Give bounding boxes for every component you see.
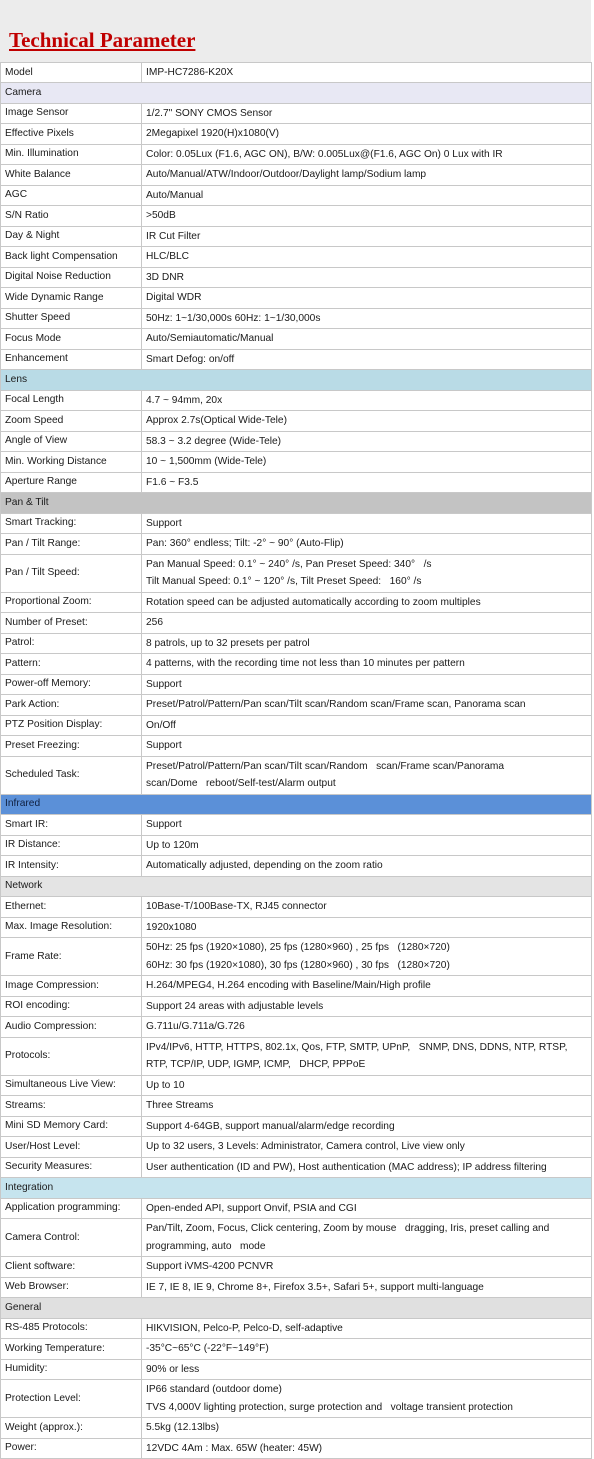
spec-label: Zoom Speed — [1, 411, 142, 432]
section-title: Infrared — [1, 794, 592, 815]
spec-value: Digital WDR — [142, 288, 592, 309]
spec-value: 4.7 ~ 94mm, 20x — [142, 390, 592, 411]
spec-label: Security Measures: — [1, 1157, 142, 1178]
spec-value: Auto/Manual/ATW/Indoor/Outdoor/Daylight lamp/Sodium lamp — [142, 165, 592, 186]
spec-row — [1, 206, 592, 227]
spec-label: Number of Preset: — [1, 613, 142, 634]
spec-value: G.711u/G.711a/G.726 — [142, 1017, 592, 1038]
spec-label: Model — [1, 63, 142, 83]
spec-row — [1, 329, 592, 350]
spec-label: Application programming: — [1, 1198, 142, 1219]
spec-label: Min. Illumination — [1, 144, 142, 165]
spec-row — [1, 226, 592, 247]
section-title: General — [1, 1298, 592, 1319]
spec-label: Pattern: — [1, 654, 142, 675]
spec-row — [1, 1380, 592, 1418]
spec-row — [1, 165, 592, 186]
spec-value: Pan Manual Speed: 0.1° ~ 240° /s, Pan Preset Speed: 340° /s Tilt Manual Speed: 0.1° ~ 120° /s, Tilt Preset Speed: 160° /s — [142, 554, 592, 592]
spec-label: Image Compression: — [1, 976, 142, 997]
spec-value: IPv4/IPv6, HTTP, HTTPS, 802.1x, Qos, FTP, SMTP, UPnP, SNMP, DNS, DDNS, NTP, RTSP, RTP, TCP/IP, UDP, IGMP, ICMP, DHCP, PPPoE — [142, 1037, 592, 1075]
section-title: Camera — [1, 83, 592, 104]
spec-value: User authentication (ID and PW), Host authentication (MAC address); IP address filtering — [142, 1157, 592, 1178]
spec-value: IE 7, IE 8, IE 9, Chrome 8+, Firefox 3.5+, Safari 5+, support multi-language — [142, 1277, 592, 1298]
spec-row — [1, 1157, 592, 1178]
spec-row — [1, 856, 592, 877]
spec-row — [1, 1096, 592, 1117]
spec-row — [1, 1075, 592, 1096]
spec-value: IMP-HC7286-K20X — [142, 63, 592, 83]
spec-label: Shutter Speed — [1, 308, 142, 329]
spec-value: Smart Defog: on/off — [142, 349, 592, 370]
spec-label: Streams: — [1, 1096, 142, 1117]
spec-value: HIKVISION, Pelco-P, Pelco-D, self-adaptive — [142, 1318, 592, 1339]
spec-row — [1, 613, 592, 634]
spec-value: 10Base-T/100Base-TX, RJ45 connector — [142, 897, 592, 918]
spec-row-model — [1, 63, 592, 83]
spec-row — [1, 390, 592, 411]
spec-row — [1, 1116, 592, 1137]
spec-label: Smart IR: — [1, 815, 142, 836]
spec-value: 50Hz: 25 fps (1920×1080), 25 fps (1280×960) , 25 fps (1280×720) 60Hz: 30 fps (1920×1080), 30 fps (1280×960) , 30 fps (1280×720) — [142, 938, 592, 976]
spec-label: Working Temperature: — [1, 1339, 142, 1360]
spec-row — [1, 411, 592, 432]
spec-label: IR Distance: — [1, 835, 142, 856]
spec-label: Protocols: — [1, 1037, 142, 1075]
spec-value: 1/2.7" SONY CMOS Sensor — [142, 103, 592, 124]
spec-value: Support — [142, 815, 592, 836]
spec-value: 8 patrols, up to 32 presets per patrol — [142, 633, 592, 654]
spec-label: Back light Compensation — [1, 247, 142, 268]
spec-label: Focal Length — [1, 390, 142, 411]
spec-value: >50dB — [142, 206, 592, 227]
spec-value: 90% or less — [142, 1359, 592, 1380]
spec-row — [1, 472, 592, 493]
spec-label: Focus Mode — [1, 329, 142, 350]
spec-value: 1920x1080 — [142, 917, 592, 938]
spec-label: Day & Night — [1, 226, 142, 247]
spec-label: Image Sensor — [1, 103, 142, 124]
spec-label: Digital Noise Reduction — [1, 267, 142, 288]
section-header-infrared — [1, 794, 592, 815]
spec-row — [1, 715, 592, 736]
spec-value: Support 24 areas with adjustable levels — [142, 996, 592, 1017]
spec-label: Wide Dynamic Range — [1, 288, 142, 309]
spec-row — [1, 897, 592, 918]
spec-row — [1, 452, 592, 473]
spec-value: Three Streams — [142, 1096, 592, 1117]
spec-label: Angle of View — [1, 431, 142, 452]
spec-row — [1, 1257, 592, 1278]
spec-value: Support iVMS-4200 PCNVR — [142, 1257, 592, 1278]
spec-label: Enhancement — [1, 349, 142, 370]
spec-label: Humidity: — [1, 1359, 142, 1380]
section-title: Integration — [1, 1178, 592, 1199]
spec-label: PTZ Position Display: — [1, 715, 142, 736]
spec-label: Weight (approx.): — [1, 1418, 142, 1439]
spec-row — [1, 349, 592, 370]
spec-label: Pan / Tilt Range: — [1, 534, 142, 555]
section-title: Pan & Tilt — [1, 493, 592, 514]
spec-row — [1, 1318, 592, 1339]
spec-value: Color: 0.05Lux (F1.6, AGC ON), B/W: 0.005Lux@(F1.6, AGC On) 0 Lux with IR — [142, 144, 592, 165]
spec-label: AGC — [1, 185, 142, 206]
spec-value: Pan/Tilt, Zoom, Focus, Click centering, Zoom by mouse dragging, Iris, preset calling and programming, auto mode — [142, 1219, 592, 1257]
spec-row — [1, 592, 592, 613]
spec-row — [1, 1277, 592, 1298]
spec-row — [1, 247, 592, 268]
spec-value: 3D DNR — [142, 267, 592, 288]
spec-row — [1, 695, 592, 716]
section-title: Network — [1, 876, 592, 897]
spec-value: Preset/Patrol/Pattern/Pan scan/Tilt scan/Random scan/Frame scan/Panorama scan/Dome reboot/Self-test/Alarm output — [142, 756, 592, 794]
spec-row — [1, 124, 592, 145]
spec-row — [1, 736, 592, 757]
spec-label: Patrol: — [1, 633, 142, 654]
spec-value: 5.5kg (12.13lbs) — [142, 1418, 592, 1439]
spec-value: 12VDC 4Am : Max. 65W (heater: 45W) — [142, 1438, 592, 1459]
spec-value: Up to 10 — [142, 1075, 592, 1096]
spec-row — [1, 1339, 592, 1360]
spec-row — [1, 1037, 592, 1075]
section-header-pantilt — [1, 493, 592, 514]
spec-row — [1, 1198, 592, 1219]
spec-label: Preset Freezing: — [1, 736, 142, 757]
spec-label: RS-485 Protocols: — [1, 1318, 142, 1339]
spec-row — [1, 815, 592, 836]
spec-value: IP66 standard (outdoor dome) TVS 4,000V lighting protection, surge protection and voltage transient protection — [142, 1380, 592, 1418]
spec-row — [1, 1359, 592, 1380]
spec-value: IR Cut Filter — [142, 226, 592, 247]
spec-value: Auto/Manual — [142, 185, 592, 206]
spec-label: Pan / Tilt Speed: — [1, 554, 142, 592]
spec-row — [1, 835, 592, 856]
spec-value: F1.6 ~ F3.5 — [142, 472, 592, 493]
section-header-lens — [1, 370, 592, 391]
spec-row — [1, 554, 592, 592]
spec-label: Smart Tracking: — [1, 513, 142, 534]
spec-label: Audio Compression: — [1, 1017, 142, 1038]
spec-label: Protection Level: — [1, 1380, 142, 1418]
spec-value: HLC/BLC — [142, 247, 592, 268]
section-header-camera — [1, 83, 592, 104]
spec-label: Simultaneous Live View: — [1, 1075, 142, 1096]
spec-value: 4 patterns, with the recording time not less than 10 minutes per pattern — [142, 654, 592, 675]
spec-label: Min. Working Distance — [1, 452, 142, 473]
spec-label: Proportional Zoom: — [1, 592, 142, 613]
spec-label: Effective Pixels — [1, 124, 142, 145]
spec-row — [1, 103, 592, 124]
spec-value: Pan: 360° endless; Tilt: -2° ~ 90° (Auto-Flip) — [142, 534, 592, 555]
spec-row — [1, 534, 592, 555]
section-header-general — [1, 1298, 592, 1319]
spec-value: 50Hz: 1~1/30,000s 60Hz: 1~1/30,000s — [142, 308, 592, 329]
spec-label: Park Action: — [1, 695, 142, 716]
spec-label: ROI encoding: — [1, 996, 142, 1017]
spec-row — [1, 431, 592, 452]
spec-table — [0, 62, 592, 1459]
spec-value: Support — [142, 674, 592, 695]
section-header-integration — [1, 1178, 592, 1199]
spec-value: 256 — [142, 613, 592, 634]
spec-row — [1, 1438, 592, 1459]
spec-label: S/N Ratio — [1, 206, 142, 227]
spec-value: Rotation speed can be adjusted automatically according to zoom multiples — [142, 592, 592, 613]
spec-label: Camera Control: — [1, 1219, 142, 1257]
spec-row — [1, 938, 592, 976]
spec-label: Aperture Range — [1, 472, 142, 493]
spec-row — [1, 1418, 592, 1439]
spec-row — [1, 633, 592, 654]
spec-value: H.264/MPEG4, H.264 encoding with Baseline/Main/High profile — [142, 976, 592, 997]
spec-value: Approx 2.7s(Optical Wide-Tele) — [142, 411, 592, 432]
spec-row — [1, 976, 592, 997]
spec-label: IR Intensity: — [1, 856, 142, 877]
header-bar — [0, 0, 591, 62]
spec-value: Up to 120m — [142, 835, 592, 856]
spec-row — [1, 308, 592, 329]
spec-label: Scheduled Task: — [1, 756, 142, 794]
spec-value: On/Off — [142, 715, 592, 736]
spec-value: Auto/Semiautomatic/Manual — [142, 329, 592, 350]
spec-value: Support 4-64GB, support manual/alarm/edge recording — [142, 1116, 592, 1137]
spec-label: Power-off Memory: — [1, 674, 142, 695]
spec-label: Client software: — [1, 1257, 142, 1278]
spec-row — [1, 267, 592, 288]
spec-label: Mini SD Memory Card: — [1, 1116, 142, 1137]
spec-value: Support — [142, 736, 592, 757]
spec-value: 2Megapixel 1920(H)x1080(V) — [142, 124, 592, 145]
spec-value: 10 ~ 1,500mm (Wide-Tele) — [142, 452, 592, 473]
spec-row — [1, 674, 592, 695]
spec-value: Automatically adjusted, depending on the zoom ratio — [142, 856, 592, 877]
spec-label: Ethernet: — [1, 897, 142, 918]
spec-row — [1, 1137, 592, 1158]
spec-value: 58.3 ~ 3.2 degree (Wide-Tele) — [142, 431, 592, 452]
spec-row — [1, 756, 592, 794]
spec-value: Support — [142, 513, 592, 534]
spec-label: Frame Rate: — [1, 938, 142, 976]
spec-value: -35°C~65°C (-22°F~149°F) — [142, 1339, 592, 1360]
spec-label: Power: — [1, 1438, 142, 1459]
spec-row — [1, 917, 592, 938]
section-title: Lens — [1, 370, 592, 391]
spec-row — [1, 1219, 592, 1257]
spec-row — [1, 288, 592, 309]
spec-row — [1, 654, 592, 675]
spec-label: Max. Image Resolution: — [1, 917, 142, 938]
spec-label: Web Browser: — [1, 1277, 142, 1298]
spec-value: Preset/Patrol/Pattern/Pan scan/Tilt scan/Random scan/Frame scan, Panorama scan — [142, 695, 592, 716]
spec-row — [1, 144, 592, 165]
spec-row — [1, 513, 592, 534]
spec-label: User/Host Level: — [1, 1137, 142, 1158]
spec-row — [1, 1017, 592, 1038]
page-title: Technical Parameter — [9, 28, 196, 52]
spec-label: White Balance — [1, 165, 142, 186]
spec-value: Up to 32 users, 3 Levels: Administrator, Camera control, Live view only — [142, 1137, 592, 1158]
spec-row — [1, 996, 592, 1017]
section-header-network — [1, 876, 592, 897]
spec-row — [1, 185, 592, 206]
spec-table-body — [1, 63, 592, 1459]
spec-value: Open-ended API, support Onvif, PSIA and CGI — [142, 1198, 592, 1219]
